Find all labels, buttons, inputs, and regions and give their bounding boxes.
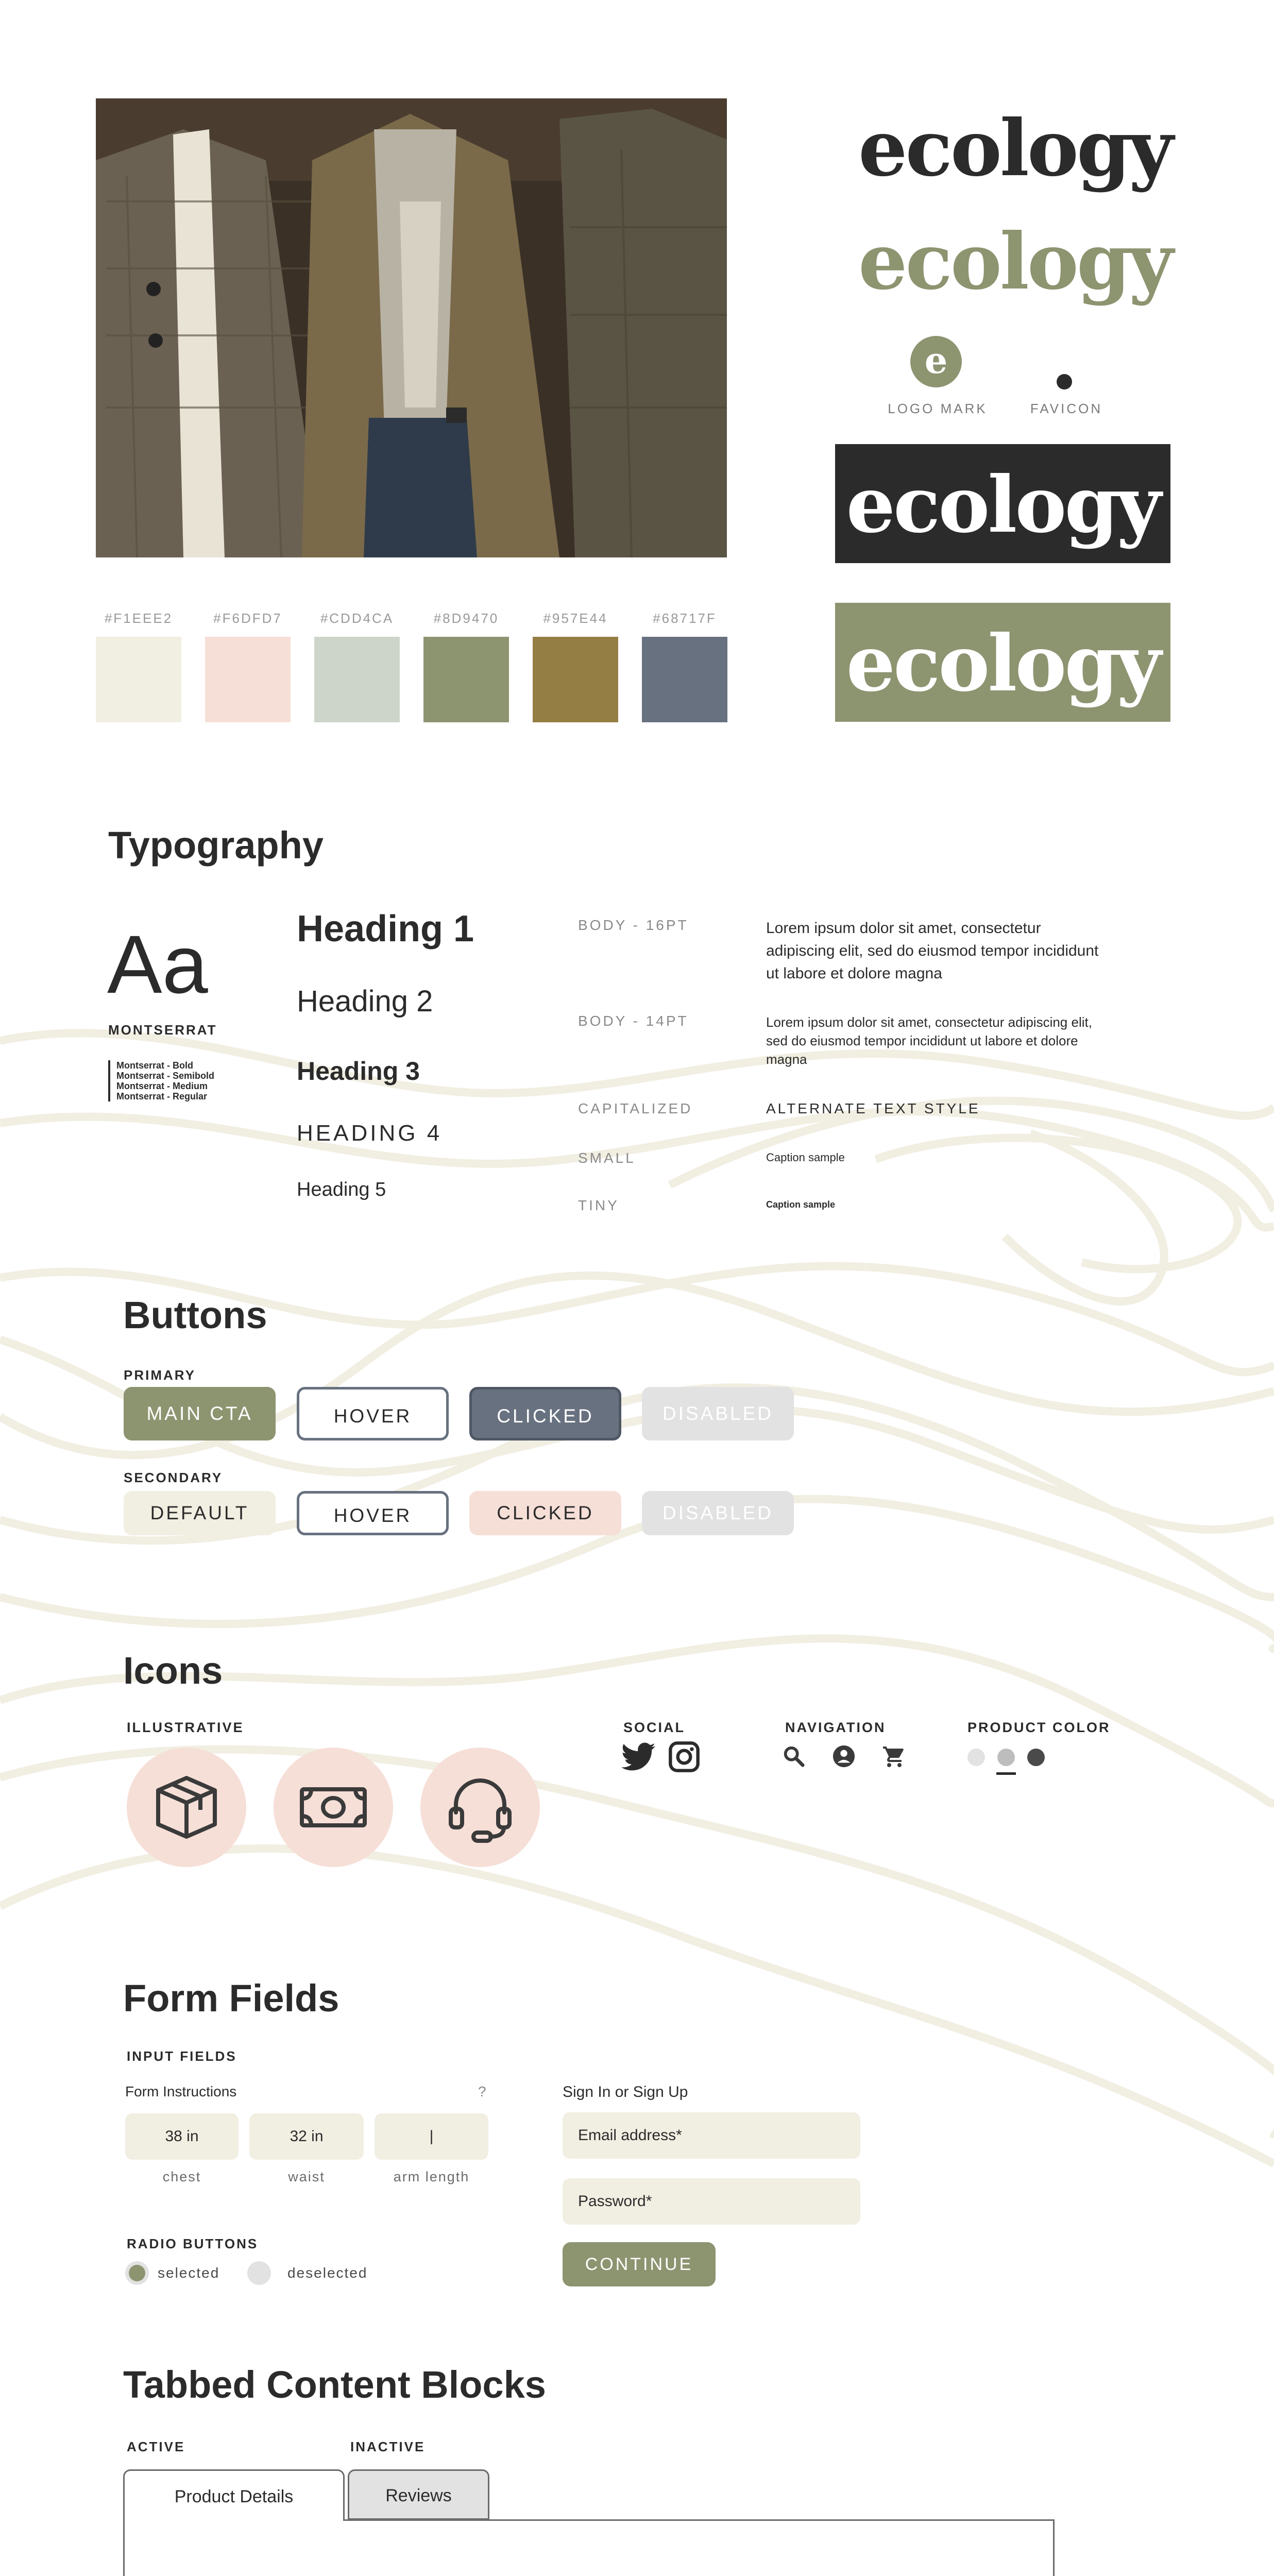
heading-2-sample: Heading 2 bbox=[297, 985, 433, 1018]
primary-label: PRIMARY bbox=[124, 1367, 196, 1383]
form-instructions: Form Instructions bbox=[125, 2083, 237, 2099]
account-icon[interactable] bbox=[832, 1744, 856, 1768]
box-icon bbox=[148, 1769, 225, 1846]
body-16-label: BODY - 16PT bbox=[578, 917, 689, 933]
navigation-label: NAVIGATION bbox=[785, 1720, 886, 1735]
tabbed-content-title: Tabbed Content Blocks bbox=[123, 2363, 546, 2406]
color-swatch bbox=[205, 637, 291, 722]
swatch-label: #F6DFD7 bbox=[213, 611, 282, 626]
favicon-icon bbox=[1057, 374, 1072, 389]
arm-length-caption: arm length bbox=[393, 2169, 470, 2184]
body-16-sample: Lorem ipsum dolor sit amet, consectetur adipiscing elit, sed do eiusmod tempor incididunt ut labore et dolore magna bbox=[766, 920, 1099, 982]
search-icon[interactable] bbox=[782, 1744, 806, 1768]
radio-selected-label: selected bbox=[158, 2265, 220, 2281]
logo-block-green bbox=[835, 603, 1170, 722]
radio-buttons-label: RADIO BUTTONS bbox=[127, 2236, 259, 2251]
body-14-sample: Lorem ipsum dolor sit amet, consectetur adipiscing elit, sed do eiusmod tempor incididunt ut labore et dolore magna bbox=[766, 1014, 1092, 1067]
secondary-default-button[interactable]: DEFAULT bbox=[124, 1491, 276, 1535]
heading-1-sample: Heading 1 bbox=[297, 908, 474, 950]
icons-title: Icons bbox=[123, 1649, 223, 1692]
radio-deselected-label: deselected bbox=[287, 2265, 368, 2281]
product-color-swatch[interactable] bbox=[997, 1749, 1015, 1766]
color-swatch bbox=[423, 637, 509, 722]
logo-block-dark bbox=[835, 444, 1170, 563]
swatch-label: #F1EEE2 bbox=[104, 611, 173, 626]
buttons-title: Buttons bbox=[123, 1294, 267, 1336]
cart-icon[interactable] bbox=[882, 1744, 907, 1769]
small-label: SMALL bbox=[578, 1150, 636, 1166]
logo-wordmark-green: ecology bbox=[858, 216, 1171, 307]
help-icon[interactable]: ? bbox=[478, 2083, 486, 2099]
password-field[interactable]: Password* bbox=[563, 2178, 860, 2225]
primary-disabled-button[interactable]: DISABLED bbox=[642, 1387, 794, 1440]
font-name: MONTSERRAT bbox=[108, 1022, 217, 1038]
heading-3-sample: Heading 3 bbox=[297, 1057, 420, 1086]
heading-4-sample: HEADING 4 bbox=[297, 1121, 443, 1146]
secondary-clicked-button[interactable]: CLICKED bbox=[469, 1491, 621, 1535]
swatch-label: #68717F bbox=[653, 611, 717, 626]
twitter-icon[interactable] bbox=[621, 1742, 655, 1771]
continue-button[interactable]: CONTINUE bbox=[563, 2242, 716, 2286]
tab-content-panel bbox=[123, 2519, 1055, 2576]
product-color-swatch[interactable] bbox=[1027, 1749, 1045, 1766]
radio-dot bbox=[129, 2265, 145, 2281]
signin-title: Sign In or Sign Up bbox=[563, 2083, 688, 2100]
inactive-tab-label: INACTIVE bbox=[350, 2439, 426, 2454]
main-cta-button[interactable]: MAIN CTA bbox=[124, 1387, 276, 1440]
hero-photo bbox=[96, 98, 727, 557]
typography-title: Typography bbox=[108, 824, 324, 867]
form-fields-title: Form Fields bbox=[123, 1977, 339, 2020]
capitalized-label: CAPITALIZED bbox=[578, 1100, 693, 1116]
alternate-text-sample: ALTERNATE TEXT STYLE bbox=[766, 1100, 980, 1116]
input-fields-label: INPUT FIELDS bbox=[127, 2048, 237, 2064]
waist-caption: waist bbox=[288, 2169, 325, 2184]
color-swatch bbox=[642, 637, 727, 722]
selected-color-underline bbox=[996, 1772, 1016, 1775]
primary-clicked-button[interactable]: CLICKED bbox=[469, 1387, 621, 1440]
arm-length-input[interactable]: | bbox=[375, 2113, 488, 2160]
font-weight-item: Montserrat - Bold bbox=[116, 1060, 194, 1071]
swatch-label: #8D9470 bbox=[433, 611, 499, 626]
product-color-swatch[interactable] bbox=[967, 1749, 985, 1766]
logo-mark-label: LOGO MARK bbox=[888, 401, 988, 416]
color-swatch bbox=[96, 637, 181, 722]
small-caption-sample: Caption sample bbox=[766, 1151, 845, 1164]
product-color-label: PRODUCT COLOR bbox=[967, 1720, 1111, 1735]
cash-icon bbox=[295, 1769, 372, 1846]
font-weight-item: Montserrat - Semibold bbox=[116, 1071, 215, 1081]
headset-icon bbox=[441, 1769, 519, 1846]
chest-input[interactable]: 38 in bbox=[125, 2113, 239, 2160]
active-tab-label: ACTIVE bbox=[127, 2439, 185, 2454]
illustrative-label: ILLUSTRATIVE bbox=[127, 1720, 244, 1735]
swatch-label: #CDD4CA bbox=[320, 611, 394, 626]
tiny-label: TINY bbox=[578, 1197, 619, 1213]
body-14-label: BODY - 14PT bbox=[578, 1013, 689, 1029]
radio-deselected[interactable] bbox=[247, 2261, 271, 2285]
chest-caption: chest bbox=[162, 2169, 201, 2184]
headset-icon-circle bbox=[420, 1748, 540, 1867]
heading-5-sample: Heading 5 bbox=[297, 1179, 386, 1200]
logo-wordmark-dark: ecology bbox=[858, 103, 1171, 194]
cash-icon-circle bbox=[274, 1748, 393, 1867]
tab-product-details[interactable]: Product Details bbox=[123, 2469, 345, 2521]
type-specimen: Aa bbox=[107, 918, 208, 1010]
email-field[interactable]: Email address* bbox=[563, 2112, 860, 2159]
instagram-icon[interactable] bbox=[668, 1740, 701, 1773]
secondary-disabled-button[interactable]: DISABLED bbox=[642, 1491, 794, 1535]
secondary-hover-button[interactable]: HOVER bbox=[297, 1491, 449, 1535]
color-swatch bbox=[533, 637, 618, 722]
waist-input[interactable]: 32 in bbox=[249, 2113, 364, 2160]
fashion-photo-image bbox=[96, 98, 727, 557]
swatch-label: #957E44 bbox=[543, 611, 608, 626]
logo-mark-icon: e bbox=[910, 336, 962, 387]
primary-hover-button[interactable]: HOVER bbox=[297, 1387, 449, 1440]
font-weight-item: Montserrat - Medium bbox=[116, 1081, 208, 1091]
social-label: SOCIAL bbox=[623, 1720, 686, 1735]
tiny-caption-sample: Caption sample bbox=[766, 1199, 836, 1210]
logo-wordmark-inverse-green: ecology bbox=[846, 618, 1160, 709]
secondary-label: SECONDARY bbox=[124, 1470, 223, 1485]
radio-selected[interactable] bbox=[125, 2261, 149, 2285]
color-swatch bbox=[314, 637, 400, 722]
tab-reviews[interactable]: Reviews bbox=[348, 2469, 489, 2520]
favicon-label: FAVICON bbox=[1030, 401, 1103, 416]
logo-wordmark-inverse: ecology bbox=[846, 460, 1160, 550]
font-weights-list bbox=[108, 1060, 214, 1101]
font-weight-item: Montserrat - Regular bbox=[116, 1091, 208, 1101]
box-icon-circle bbox=[127, 1748, 246, 1867]
